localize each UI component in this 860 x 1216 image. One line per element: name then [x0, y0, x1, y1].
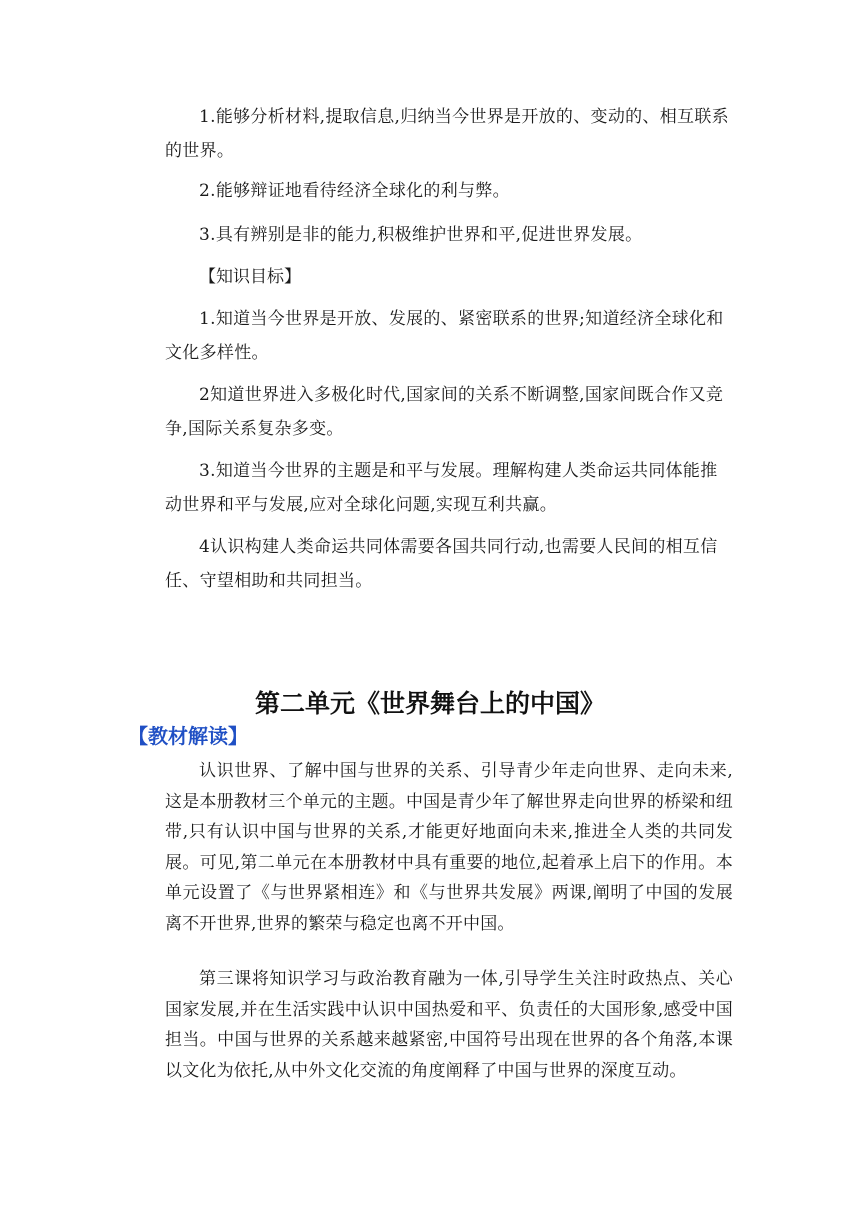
knowledge-goal-1: 1.知道当今世界是开放、发展的、紧密联系的世界;知道经济全球化和文化多样性。 — [165, 309, 724, 363]
unit-title: 第二单元《世界舞台上的中国》 — [254, 689, 605, 718]
ability-goal-2: 2.能够辩证地看待经济全球化的利与弊。 — [199, 181, 510, 201]
knowledge-goal-4: 4认识构建人类命运共同体需要各国共同行动,也需要人民间的相互信任、守望相助和共同担当。 — [165, 537, 718, 591]
textbook-paragraph-1: 认识世界、了解中国与世界的关系、引导青少年走向世界、走向未来,这是本册教材三个单元的主题。中国是青少年了解世界走向世界的桥梁和纽带,只有认识中国与世界的关系,才能更好地面向未来,推进全人类的共同发展。可见,第二单元在本册教材中具有重要的地位,起着承上启下的作用。本单元设置了《与世界紧相连》和《与世界共发展》两课,阐明了中国的发展离不开世界,世界的繁荣与稳定也离不开中国。 — [165, 761, 733, 934]
knowledge-goal-3: 3.知道当今世界的主题是和平与发展。理解构建人类命运共同体能推动世界和平与发展,应对全球化问题,实现互利共赢。 — [165, 461, 718, 515]
ability-goal-1: 1.能够分析材料,提取信息,归纳当今世界是开放的、变动的、相互联系的世界。 — [165, 107, 729, 161]
knowledge-goal-2: 2知道世界进入多极化时代,国家间的关系不断调整,国家间既合作又竞争,国际关系复杂多变。 — [165, 385, 724, 439]
textbook-paragraph-2: 第三课将知识学习与政治教育融为一体,引导学生关注时政热点、关心国家发展,并在生活实践中认识中国热爱和平、负责任的大国形象,感受中国担当。中国与世界的关系越来越紧密,中国符号出现在世界的各个角落,本课以文化为依托,从中外文化交流的角度阐释了中国与世界的深度互动。 — [165, 969, 733, 1081]
knowledge-goals-heading: 【知识目标】 — [199, 267, 301, 287]
ability-goal-3: 3.具有辨别是非的能力,积极维护世界和平,促进世界发展。 — [199, 225, 643, 245]
textbook-interpretation-heading: 【教材解读】 — [128, 724, 248, 748]
